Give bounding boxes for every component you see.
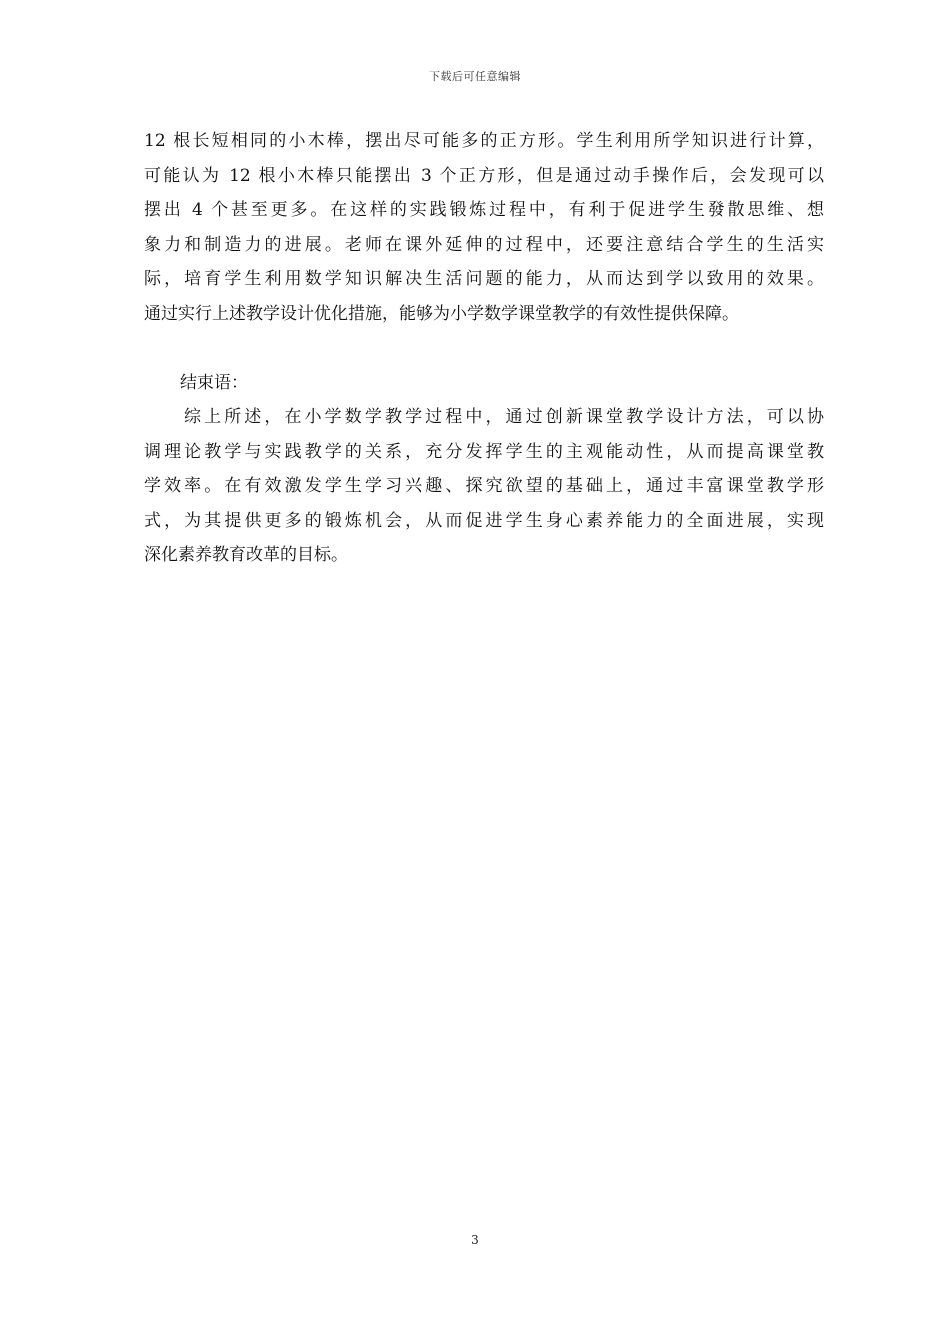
paragraph-line: 象力和制造力的进展。老师在课外延伸的过程中，还要注意结合学生的生活实 xyxy=(144,234,824,255)
paragraph-line: 际，培育学生利用数学知识解决生活问题的能力，从而达到学以致用的效果。 xyxy=(144,269,824,289)
paragraph-line: 通过实行上述教学设计优化措施，能够为小学数学课堂教学的有效性提供保障。 xyxy=(144,303,739,324)
paragraph-line: 12 根长短相同的小木棒，摆出尽可能多的正方形。学生利用所学知识进行计算， xyxy=(144,131,824,151)
paragraph-line: 深化素养教育改革的目标。 xyxy=(144,545,348,565)
page-header: 下载后可任意编辑 xyxy=(429,70,521,83)
page-number: 3 xyxy=(471,1233,479,1247)
paragraph-line: 式，为其提供更多的锻炼机会，从而促进学生身心素养能力的全面进展，实现 xyxy=(144,510,824,531)
document-body xyxy=(144,124,824,573)
paragraph-line: 学效率。在有效激发学生学习兴趣、探究欲望的基础上，通过丰富课堂教学形 xyxy=(144,476,824,496)
conclusion-heading: 结束语： xyxy=(180,372,248,393)
paragraph-line: 综上所述，在小学数学教学过程中，通过创新课堂教学设计方法，可以协 xyxy=(184,407,824,427)
paragraph-1 xyxy=(144,124,824,331)
paragraph-line: 摆出 4 个甚至更多。在这样的实践锻炼过程中，有利于促进学生發散思维、想 xyxy=(144,200,824,220)
paragraph-line: 可能认为 12 根小木棒只能摆出 3 个正方形，但是通过动手操作后，会发现可以 xyxy=(144,165,824,186)
blank-line xyxy=(144,331,824,366)
conclusion-paragraph xyxy=(144,400,824,573)
paragraph-line: 调理论教学与实践教学的关系，充分发挥学生的主观能动性，从而提高课堂教 xyxy=(144,441,824,462)
